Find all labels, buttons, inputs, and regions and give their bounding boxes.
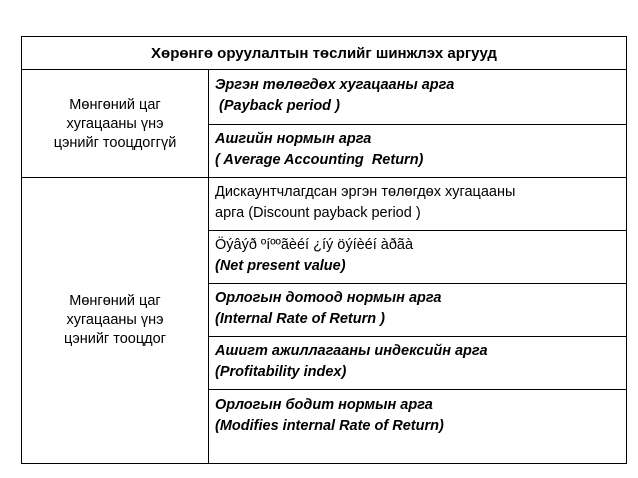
column-divider bbox=[208, 70, 209, 463]
method-english: арга (Discount payback period ) bbox=[215, 205, 421, 221]
method-discount-payback-period bbox=[215, 182, 620, 224]
method-payback-period bbox=[215, 75, 620, 117]
row-divider bbox=[208, 336, 626, 337]
group-label-line: Мөнгөний цаг bbox=[69, 292, 161, 309]
group-label-line: Мөнгөний цаг bbox=[69, 96, 161, 113]
row-divider bbox=[208, 124, 626, 125]
method-modified-internal-rate-of-return bbox=[215, 395, 620, 437]
method-net-present-value bbox=[215, 235, 620, 277]
row-divider bbox=[208, 283, 626, 284]
group-label-line: цэнийг тооцдоггүй bbox=[53, 134, 177, 151]
method-internal-rate-of-return bbox=[215, 288, 620, 330]
group-label-line: цэнийг тооцдог bbox=[64, 330, 166, 347]
table-header: Хөрөнгө оруулалтын төслийг шинжлэх аргууд bbox=[22, 37, 626, 70]
method-english: ( Average Accounting Return) bbox=[215, 152, 424, 168]
method-name: Ашигт ажиллагааны индексийн арга bbox=[215, 343, 488, 359]
group-label-line: хугацааны үнэ bbox=[66, 115, 164, 132]
method-name: Дискаунтчлагдсан эргэн төлөгдөх хугацааны bbox=[215, 184, 516, 200]
method-english: (Internal Rate of Return ) bbox=[215, 311, 385, 327]
method-english: (Payback period ) bbox=[215, 98, 340, 114]
method-average-accounting-return bbox=[215, 129, 620, 171]
method-english: (Profitability index) bbox=[215, 364, 347, 380]
group-label-time-value bbox=[22, 178, 208, 462]
method-profitability-index bbox=[215, 341, 620, 383]
group-label-line: хугацааны үнэ bbox=[66, 311, 164, 328]
method-english: (Net present value) bbox=[215, 258, 346, 274]
row-divider bbox=[208, 389, 626, 390]
method-name: Орлогын дотоод нормын арга bbox=[215, 290, 442, 306]
method-name: Орлогын бодит нормын арга bbox=[215, 397, 433, 413]
method-name: Öýâýð ºíººãèéí ¿íý öýíèéí àðãà bbox=[215, 237, 414, 253]
group-label-no-time-value bbox=[22, 71, 208, 177]
method-english: (Modifies internal Rate of Return) bbox=[215, 418, 444, 434]
method-name: Эргэн төлөгдөх хугацааны арга bbox=[215, 77, 455, 93]
row-divider bbox=[208, 230, 626, 231]
method-name: Ашгийн нормын арга bbox=[215, 131, 372, 147]
methods-table bbox=[21, 36, 627, 464]
